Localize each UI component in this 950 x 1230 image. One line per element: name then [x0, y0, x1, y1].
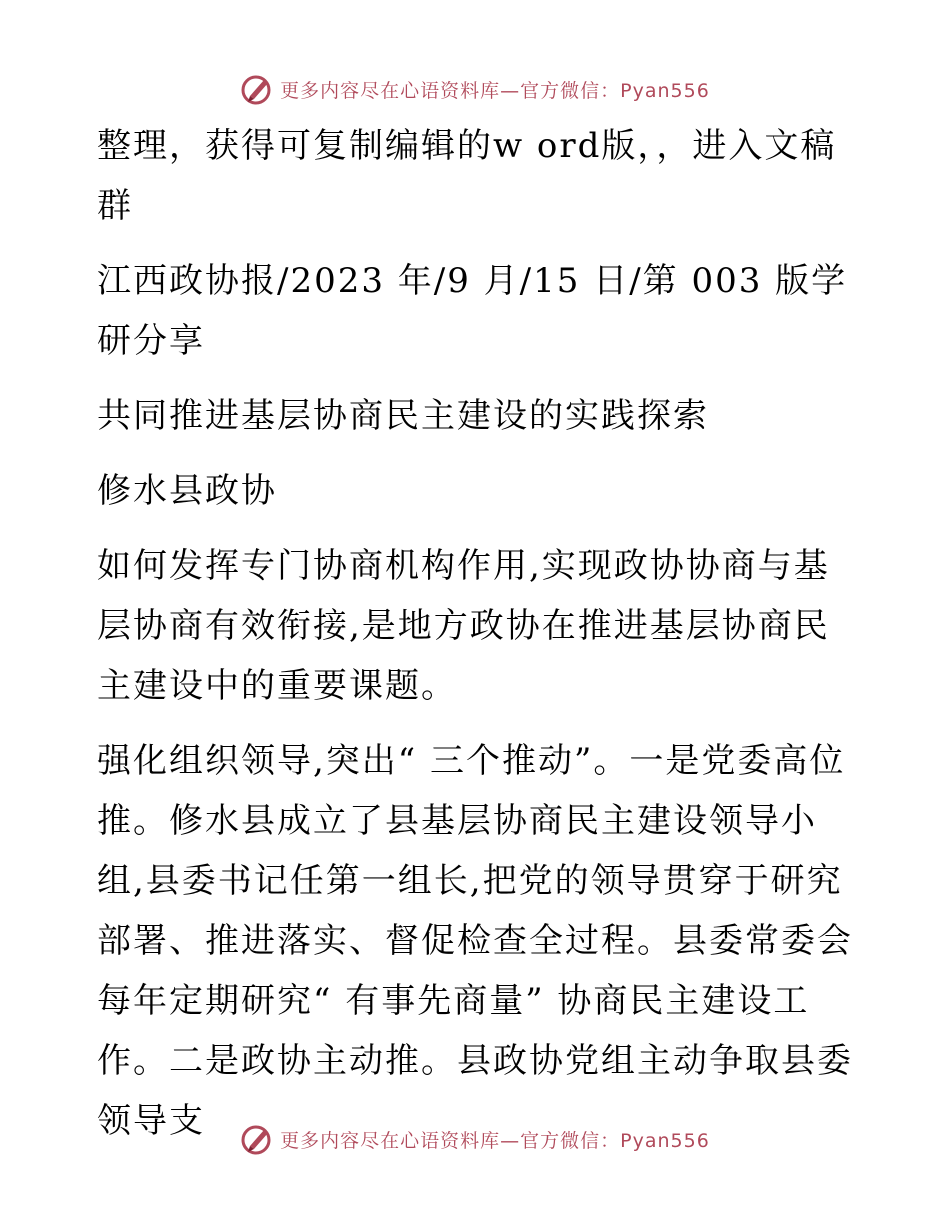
paragraph-body-1: 如何发挥专门协商机构作用,实现政协协商与基层协商有效衔接,是地方政协在推进基层协商民主建设中的重要课题。: [97, 546, 830, 706]
document-body: [97, 116, 853, 1166]
watermark-text: 更多内容尽在心语资料库—官方微信：Pyan556: [280, 1129, 710, 1152]
watermark-text: 更多内容尽在心语资料库—官方微信：Pyan556: [280, 79, 710, 102]
article-title: 共同推进基层协商民主建设的实践探索: [97, 396, 709, 436]
header-watermark: [0, 72, 950, 106]
paragraph-intro-note: 整理，获得可复制编辑的w ord版，，进入文稿群: [97, 126, 837, 226]
pen-logo-icon: [240, 1122, 274, 1156]
footer-watermark: [0, 1122, 950, 1156]
paragraph-body-2: 强化组织领导,突出“ 三个推动”。一是党委高位推。修水县成立了县基层协商民主建设领导小组,县委书记任第一组长,把党的领导贯穿于研究部署、推进落实、督促检查全过程。县委常委会每年定期研究“ 有事先商量” 协商民主建设工作。二是政协主动推。县政协党组主动争取县委领导支: [97, 741, 853, 1141]
pen-logo-icon: [240, 72, 274, 106]
article-author: 修水县政协: [97, 471, 277, 511]
paragraph-source: 江西政协报/2023 年/9 月/15 日/第 003 版学研分享: [97, 261, 848, 361]
